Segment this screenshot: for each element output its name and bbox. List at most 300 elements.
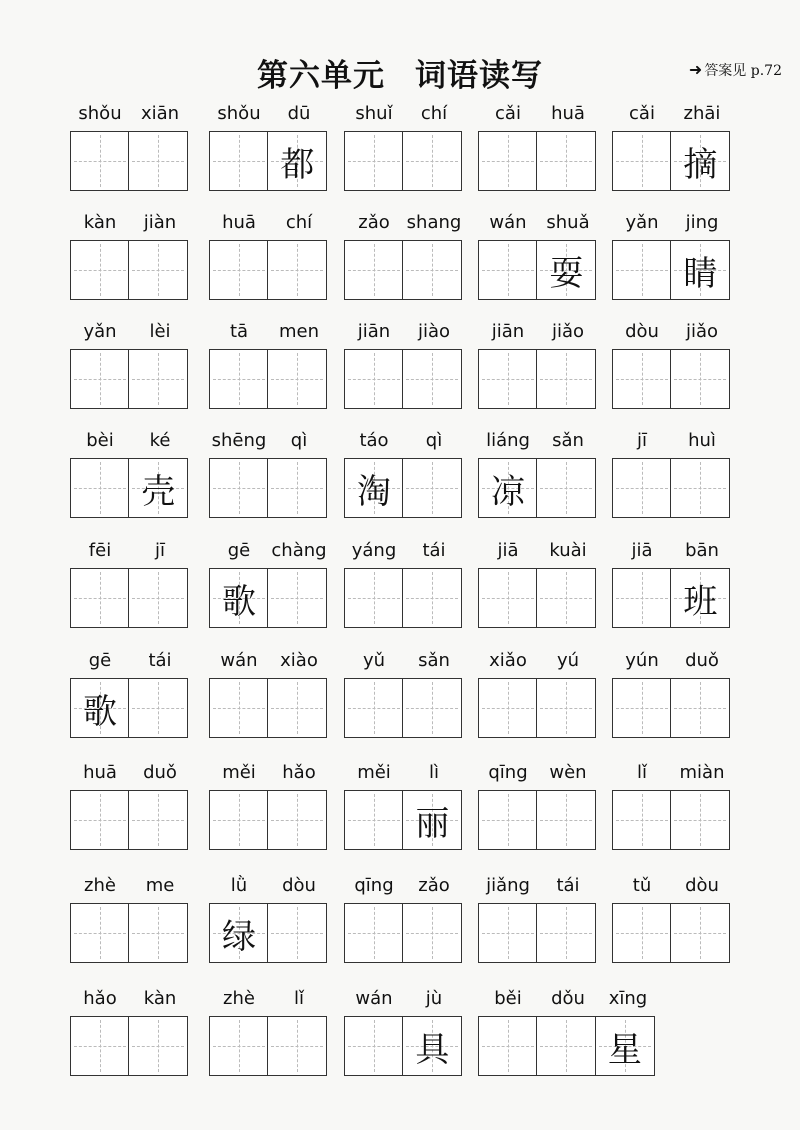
printed-character [268, 241, 326, 299]
printed-character [537, 791, 595, 849]
printed-character [403, 904, 461, 962]
tianzige-cell[interactable] [267, 903, 327, 963]
word-group [209, 103, 329, 193]
tianzige-cell[interactable] [612, 458, 672, 518]
pinyin-row [209, 762, 329, 788]
pinyin-row [209, 321, 329, 347]
pinyin-row [612, 650, 732, 676]
tianzige-cell[interactable] [402, 678, 462, 738]
writing-boxes [70, 458, 188, 518]
printed-character [479, 132, 537, 190]
tianzige-cell[interactable] [209, 131, 269, 191]
printed-character: 壳 [141, 471, 176, 512]
pinyin-label: duǒ [685, 650, 719, 671]
writing-boxes [344, 1016, 462, 1076]
pinyin-label: jiā [497, 540, 519, 561]
writing-boxes [612, 678, 730, 738]
tianzige-cell[interactable] [536, 240, 596, 300]
writing-boxes [344, 131, 462, 191]
printed-character: 淘 [357, 471, 391, 512]
word-group [70, 321, 190, 411]
printed-character [71, 132, 129, 190]
pinyin-label: cǎi [495, 103, 521, 124]
tianzige-cell[interactable] [612, 790, 672, 850]
tianzige-cell[interactable] [402, 1016, 462, 1076]
printed-character [537, 904, 595, 962]
pinyin-label: miàn [679, 762, 725, 783]
tianzige-cell[interactable] [536, 349, 596, 409]
tianzige-cell[interactable] [402, 349, 462, 409]
pinyin-label: tái [556, 875, 580, 896]
printed-character [71, 350, 129, 408]
printed-character [210, 350, 268, 408]
printed-character: 绿 [222, 916, 256, 957]
tianzige-cell[interactable] [402, 903, 462, 963]
pinyin-label: wèn [549, 762, 587, 783]
printed-character [129, 569, 187, 627]
word-group [344, 762, 464, 852]
word-group [70, 988, 190, 1078]
pinyin-label: shǒu [78, 103, 122, 124]
pinyin-label: dòu [685, 875, 719, 896]
printed-character [613, 241, 671, 299]
pinyin-label: jing [685, 212, 719, 233]
pinyin-row [478, 988, 658, 1014]
tianzige-cell[interactable] [128, 678, 188, 738]
word-group [344, 212, 464, 302]
tianzige-cell[interactable] [70, 131, 130, 191]
printed-character [345, 241, 403, 299]
word-group [70, 212, 190, 302]
pinyin-label: bèi [86, 430, 114, 451]
tianzige-cell[interactable] [595, 1016, 655, 1076]
printed-character [403, 679, 461, 737]
writing-boxes [344, 903, 462, 963]
word-group [478, 430, 598, 520]
pinyin-label: wán [220, 650, 258, 671]
pinyin-label: tā [229, 321, 249, 342]
word-group [344, 540, 464, 630]
pinyin-row [70, 988, 190, 1014]
tianzige-cell[interactable] [70, 568, 130, 628]
tianzige-cell[interactable] [267, 131, 327, 191]
tianzige-cell[interactable] [344, 678, 404, 738]
tianzige-cell[interactable] [209, 349, 269, 409]
word-group [209, 321, 329, 411]
word-group [344, 988, 464, 1078]
pinyin-label: men [278, 321, 320, 342]
word-group [612, 430, 732, 520]
writing-boxes [612, 458, 730, 518]
printed-character [613, 904, 671, 962]
printed-character: 歌 [222, 581, 256, 622]
pinyin-label: xīng [608, 988, 648, 1009]
pinyin-row [478, 212, 598, 238]
tianzige-cell[interactable] [536, 790, 596, 850]
tianzige-cell[interactable] [402, 240, 462, 300]
word-group [612, 212, 732, 302]
printed-character [671, 679, 729, 737]
pinyin-label: shuǐ [355, 103, 393, 124]
pinyin-label: huā [551, 103, 585, 124]
pinyin-label: jiàn [143, 212, 177, 233]
printed-character [345, 679, 403, 737]
tianzige-cell[interactable] [478, 678, 538, 738]
tianzige-cell[interactable] [128, 568, 188, 628]
tianzige-cell[interactable] [670, 458, 730, 518]
pinyin-row [70, 875, 190, 901]
pinyin-label: wán [489, 212, 527, 233]
word-group [209, 540, 329, 630]
tianzige-cell[interactable] [128, 131, 188, 191]
pinyin-label: yú [556, 650, 580, 671]
tianzige-cell[interactable] [344, 903, 404, 963]
tianzige-cell[interactable] [267, 678, 327, 738]
pinyin-label: jiā [631, 540, 653, 561]
pinyin-row [209, 875, 329, 901]
tianzige-cell[interactable] [209, 678, 269, 738]
pinyin-row [344, 103, 464, 129]
pinyin-label: gē [88, 650, 112, 671]
word-group [612, 103, 732, 193]
tianzige-cell[interactable] [70, 790, 130, 850]
printed-character [71, 1017, 129, 1075]
word-group [478, 540, 598, 630]
tianzige-cell[interactable] [209, 903, 269, 963]
pinyin-label: lǜ [230, 875, 248, 896]
writing-boxes [478, 790, 596, 850]
pinyin-row [612, 762, 732, 788]
writing-boxes [344, 240, 462, 300]
tianzige-cell[interactable] [209, 240, 269, 300]
writing-boxes [478, 568, 596, 628]
printed-character [479, 791, 537, 849]
printed-character [345, 350, 403, 408]
writing-boxes [344, 790, 462, 850]
word-group [478, 212, 598, 302]
tianzige-cell[interactable] [478, 790, 538, 850]
tianzige-cell[interactable] [267, 1016, 327, 1076]
printed-character [537, 679, 595, 737]
pinyin-label: měi [357, 762, 391, 783]
printed-character: 歌 [83, 691, 117, 732]
printed-character [268, 350, 326, 408]
printed-character: 睛 [683, 253, 718, 294]
unit-title: 第六单元 [257, 58, 385, 94]
tianzige-cell[interactable] [209, 568, 269, 628]
tianzige-cell[interactable] [70, 903, 130, 963]
word-group [612, 540, 732, 630]
pinyin-label: tái [422, 540, 446, 561]
printed-character [210, 791, 268, 849]
tianzige-cell[interactable] [70, 240, 130, 300]
printed-character: 凉 [491, 471, 525, 512]
tianzige-cell[interactable] [402, 458, 462, 518]
tianzige-cell[interactable] [536, 458, 596, 518]
printed-character [613, 132, 671, 190]
writing-boxes [478, 1016, 655, 1076]
tianzige-cell[interactable] [612, 568, 672, 628]
printed-character [613, 569, 671, 627]
tianzige-cell[interactable] [536, 903, 596, 963]
pinyin-label: xiān [140, 103, 180, 124]
tianzige-cell[interactable] [402, 131, 462, 191]
tianzige-cell[interactable] [670, 678, 730, 738]
word-group [478, 650, 598, 740]
pinyin-label: huā [222, 212, 256, 233]
pinyin-label: jù [425, 988, 443, 1009]
tianzige-cell[interactable] [128, 458, 188, 518]
writing-boxes [612, 790, 730, 850]
writing-boxes [344, 349, 462, 409]
printed-character: 丽 [415, 803, 450, 844]
tianzige-cell[interactable] [70, 349, 130, 409]
pinyin-row [344, 650, 464, 676]
tianzige-cell[interactable] [612, 131, 672, 191]
pinyin-label: qì [290, 430, 308, 451]
tianzige-cell[interactable] [478, 1016, 538, 1076]
tianzige-cell[interactable] [402, 568, 462, 628]
pinyin-row [70, 762, 190, 788]
tianzige-cell[interactable] [128, 240, 188, 300]
pinyin-label: xiǎo [489, 650, 527, 671]
tianzige-cell[interactable] [128, 349, 188, 409]
writing-boxes [612, 349, 730, 409]
tianzige-cell[interactable] [612, 349, 672, 409]
tianzige-cell[interactable] [612, 240, 672, 300]
tianzige-cell[interactable] [344, 458, 404, 518]
pinyin-label: jiǎo [551, 321, 585, 342]
writing-boxes [70, 790, 188, 850]
writing-boxes [209, 131, 327, 191]
pinyin-row [612, 430, 732, 456]
pinyin-label: tǔ [632, 875, 652, 896]
tianzige-cell[interactable] [70, 1016, 130, 1076]
pinyin-label: qīng [488, 762, 528, 783]
printed-character [129, 791, 187, 849]
writing-boxes [344, 568, 462, 628]
tianzige-cell[interactable] [267, 568, 327, 628]
printed-character [268, 679, 326, 737]
tianzige-cell[interactable] [209, 1016, 269, 1076]
word-group [209, 650, 329, 740]
word-group [344, 321, 464, 411]
pinyin-label: sǎn [552, 430, 584, 451]
pinyin-label: jī [636, 430, 647, 451]
printed-character [129, 904, 187, 962]
pinyin-label: qì [425, 430, 443, 451]
pinyin-label: lì [428, 762, 439, 783]
writing-boxes [209, 903, 327, 963]
pinyin-label: lèi [149, 321, 171, 342]
tianzige-cell[interactable] [128, 790, 188, 850]
printed-character [71, 904, 129, 962]
pinyin-row [344, 988, 464, 1014]
pinyin-label: lǐ [293, 988, 304, 1009]
tianzige-cell[interactable] [344, 1016, 404, 1076]
tianzige-cell[interactable] [209, 458, 269, 518]
writing-boxes [209, 240, 327, 300]
tianzige-cell[interactable] [536, 1016, 596, 1076]
tianzige-cell[interactable] [536, 678, 596, 738]
pinyin-label: zǎo [418, 875, 450, 896]
word-group [612, 650, 732, 740]
pinyin-label: yáng [351, 540, 397, 561]
tianzige-cell[interactable] [267, 240, 327, 300]
printed-character [268, 904, 326, 962]
tianzige-cell[interactable] [670, 568, 730, 628]
writing-boxes [478, 349, 596, 409]
tianzige-cell[interactable] [344, 790, 404, 850]
writing-boxes [344, 678, 462, 738]
tianzige-cell[interactable] [536, 568, 596, 628]
tianzige-cell[interactable] [536, 131, 596, 191]
tianzige-cell[interactable] [478, 458, 538, 518]
printed-character [537, 459, 595, 517]
printed-character [671, 459, 729, 517]
pinyin-row [344, 430, 464, 456]
pinyin-row [209, 212, 329, 238]
pinyin-label: shǒu [217, 103, 261, 124]
tianzige-cell[interactable] [478, 903, 538, 963]
tianzige-cell[interactable] [209, 790, 269, 850]
pinyin-label: kàn [143, 988, 177, 1009]
writing-boxes [70, 903, 188, 963]
tianzige-cell[interactable] [344, 131, 404, 191]
pinyin-label: yún [625, 650, 659, 671]
pinyin-row [70, 103, 190, 129]
word-group [344, 103, 464, 193]
printed-character [210, 132, 268, 190]
pinyin-row [344, 540, 464, 566]
pinyin-label: bān [685, 540, 719, 561]
writing-boxes [70, 131, 188, 191]
tianzige-cell[interactable] [478, 349, 538, 409]
printed-character [268, 459, 326, 517]
printed-character [537, 132, 595, 190]
writing-boxes [478, 240, 596, 300]
tianzige-cell[interactable] [478, 131, 538, 191]
tianzige-cell[interactable] [344, 349, 404, 409]
printed-character [129, 241, 187, 299]
printed-character [345, 569, 403, 627]
word-group [344, 650, 464, 740]
writing-boxes [612, 568, 730, 628]
writing-boxes [209, 349, 327, 409]
word-group [70, 430, 190, 520]
tianzige-cell[interactable] [267, 349, 327, 409]
word-group [70, 540, 190, 630]
pinyin-label: duǒ [143, 762, 177, 783]
word-group [612, 321, 732, 411]
printed-character [71, 241, 129, 299]
tianzige-cell[interactable] [478, 568, 538, 628]
printed-character [403, 132, 461, 190]
tianzige-cell[interactable] [70, 678, 130, 738]
printed-character [479, 569, 537, 627]
tianzige-cell[interactable] [612, 678, 672, 738]
pinyin-label: jiān [357, 321, 391, 342]
printed-character [268, 569, 326, 627]
pinyin-label: cǎi [629, 103, 655, 124]
pinyin-row [209, 540, 329, 566]
pinyin-label: jiào [417, 321, 451, 342]
pinyin-label: hǎo [83, 988, 117, 1009]
printed-character: 耍 [549, 253, 584, 294]
tianzige-cell[interactable] [70, 458, 130, 518]
writing-boxes [478, 903, 596, 963]
pinyin-label: kàn [83, 212, 117, 233]
pinyin-label: dòu [282, 875, 316, 896]
writing-boxes [70, 1016, 188, 1076]
pinyin-label: táo [359, 430, 389, 451]
word-group [209, 430, 329, 520]
pinyin-label: chí [420, 103, 448, 124]
tianzige-cell[interactable] [670, 240, 730, 300]
pinyin-row [612, 321, 732, 347]
tianzige-cell[interactable] [478, 240, 538, 300]
tianzige-cell[interactable] [402, 790, 462, 850]
pinyin-label: yǔ [362, 650, 386, 671]
pinyin-label: yǎn [625, 212, 659, 233]
pinyin-label: běi [494, 988, 522, 1009]
tianzige-cell[interactable] [344, 568, 404, 628]
word-group [478, 762, 598, 852]
tianzige-cell[interactable] [612, 903, 672, 963]
tianzige-cell[interactable] [344, 240, 404, 300]
word-group [344, 430, 464, 520]
pinyin-label: sǎn [418, 650, 450, 671]
pinyin-row [209, 430, 329, 456]
writing-boxes [209, 790, 327, 850]
tianzige-cell[interactable] [128, 903, 188, 963]
tianzige-cell[interactable] [670, 790, 730, 850]
tianzige-cell[interactable] [670, 349, 730, 409]
tianzige-cell[interactable] [267, 458, 327, 518]
pinyin-label: yǎn [83, 321, 117, 342]
tianzige-cell[interactable] [670, 131, 730, 191]
pinyin-label: chàng [271, 540, 327, 561]
pinyin-label: jiān [491, 321, 525, 342]
printed-character [345, 1017, 403, 1075]
printed-character [479, 1017, 537, 1075]
tianzige-cell[interactable] [670, 903, 730, 963]
tianzige-cell[interactable] [267, 790, 327, 850]
printed-character [345, 904, 403, 962]
pinyin-label: jī [154, 540, 165, 561]
pinyin-label: dòu [625, 321, 659, 342]
arrow-right-icon: ➜ [688, 60, 703, 79]
pinyin-row [478, 875, 598, 901]
pinyin-label: shēng [211, 430, 267, 451]
printed-character [71, 459, 129, 517]
pinyin-label: jiǎo [685, 321, 719, 342]
printed-character [129, 679, 187, 737]
pinyin-row [612, 103, 732, 129]
printed-character [479, 241, 537, 299]
pinyin-label: lǐ [636, 762, 647, 783]
printed-character [479, 679, 537, 737]
tianzige-cell[interactable] [128, 1016, 188, 1076]
pinyin-label: tái [148, 650, 172, 671]
word-group [478, 321, 598, 411]
writing-boxes [209, 1016, 327, 1076]
printed-character [671, 904, 729, 962]
word-group [209, 762, 329, 852]
pinyin-row [70, 430, 190, 456]
writing-boxes [612, 131, 730, 191]
pinyin-label: ké [149, 430, 171, 451]
